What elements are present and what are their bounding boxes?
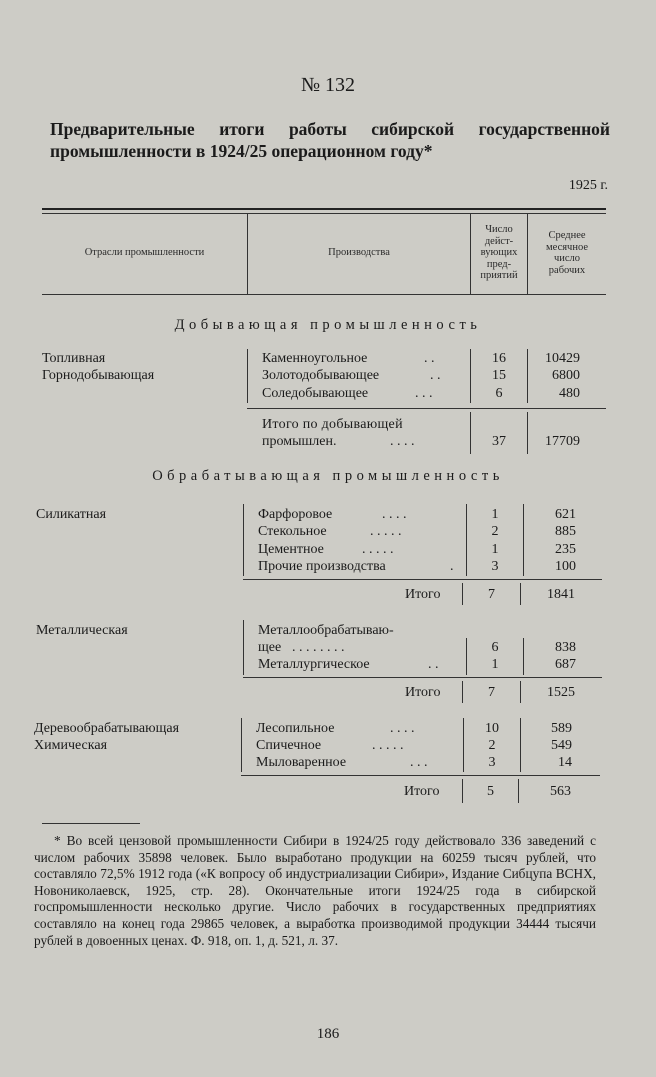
table-top-rule xyxy=(42,208,606,210)
header-productions: Производства xyxy=(328,247,390,258)
enterprises-value: 3 xyxy=(488,755,496,770)
leader-dots: . . . xyxy=(415,386,433,401)
total-label: Итого по добывающей xyxy=(262,417,403,432)
workers-value: 621 xyxy=(555,507,576,522)
leader-dots: . . . xyxy=(410,755,428,770)
enterprises-value: 2 xyxy=(488,738,496,753)
enterprises-value: 15 xyxy=(492,368,506,383)
leader-dots: . . xyxy=(424,351,435,366)
section-manufacturing: Обрабатывающая промышленность xyxy=(152,468,504,484)
total-label: Итого xyxy=(405,685,441,700)
subtotal-rule xyxy=(241,775,600,776)
col-divider xyxy=(243,620,244,675)
workers-value: 14 xyxy=(558,755,572,770)
workers-value: 235 xyxy=(555,542,576,557)
total-label: Итого xyxy=(405,587,441,602)
production-name: Цементное xyxy=(258,542,324,557)
production-name: Соледобывающее xyxy=(262,386,369,401)
leader-dots: . . . . . . . . xyxy=(292,640,345,655)
header-workers: Среднее месячное число рабочих xyxy=(546,230,588,276)
total-workers: 1841 xyxy=(547,587,575,602)
production-name: Лесопильное xyxy=(256,721,335,736)
enterprises-value: 6 xyxy=(491,640,499,655)
leader-dots: . xyxy=(450,559,454,574)
leader-dots: . . . . xyxy=(382,507,407,522)
branch-label: Деревообрабатывающая xyxy=(34,721,180,736)
document-year: 1925 г. xyxy=(568,178,608,193)
workers-value: 687 xyxy=(555,657,576,672)
header-bottom-rule xyxy=(42,294,606,295)
production-name: Мыловаренное xyxy=(256,755,347,770)
total-workers: 17709 xyxy=(545,434,580,449)
footnote-rule xyxy=(42,823,140,824)
branch-label: Химическая xyxy=(34,738,108,753)
header-branches: Отрасли промышленности xyxy=(84,247,205,258)
branch-label: Металлическая xyxy=(36,623,128,638)
total-label: промышлен. xyxy=(262,434,337,449)
page-number: 186 xyxy=(316,1026,340,1042)
workers-value: 480 xyxy=(559,386,580,401)
workers-value: 549 xyxy=(551,738,572,753)
col-divider xyxy=(247,349,248,403)
production-name: Каменноугольное xyxy=(262,351,368,366)
subtotal-rule xyxy=(243,579,602,580)
leader-dots: . . . . . xyxy=(370,524,402,539)
production-name: Прочие производства xyxy=(258,559,386,574)
leader-dots: . . . . xyxy=(390,721,415,736)
leader-dots: . . . . . xyxy=(372,738,404,753)
production-name: Спичечное xyxy=(256,738,322,753)
subtotal-rule xyxy=(247,408,606,409)
header-enterprises: Число дейст- вующих пред- приятий xyxy=(480,224,518,281)
workers-value: 10429 xyxy=(545,351,580,366)
workers-value: 100 xyxy=(555,559,576,574)
production-name: Стекольное xyxy=(258,524,327,539)
document-title: Предварительные итоги работы сибирской государственной промышленности в 1924/25 операционном году* xyxy=(50,119,610,161)
subtotal-rule xyxy=(243,677,602,678)
total-workers: 563 xyxy=(550,784,571,799)
enterprises-value: 1 xyxy=(491,657,499,672)
total-enterprises: 37 xyxy=(492,434,506,449)
production-name: Золотодобывающее xyxy=(262,368,380,383)
production-name: Металлообрабатываю- xyxy=(258,623,394,638)
workers-value: 885 xyxy=(555,524,576,539)
enterprises-value: 10 xyxy=(485,721,499,736)
workers-value: 589 xyxy=(551,721,572,736)
footnote-text: * Во всей цензовой промышленности Сибири в 1924/25 году действовало 336 заведений с числом рабочих 35898 человек. Было выработано продукции на 60259 тысяч рублей, что составляло 72,5% 1912 года («К вопросу об индустриализации Сибири», Издание Сибцупа ВСНХ, Новониколаевск, 1925, стр. 28). Окончательные итоги 1924/25 года в сибирской госпромышленности несколько другие. Число рабочих в государственных предприятиях составляло на конец года 29865 человек, а выработка производимой продукции 34444 тысячи рублей в довоенных ценах. Ф. 918, оп. 1, д. 521, л. 37. xyxy=(34,833,596,948)
leader-dots: . . xyxy=(428,657,439,672)
total-enterprises: 7 xyxy=(488,587,495,602)
enterprises-value: 1 xyxy=(491,542,499,557)
total-enterprises: 5 xyxy=(487,784,494,799)
section-mining: Добывающая промышленность xyxy=(174,317,482,333)
document-number: № 132 xyxy=(300,74,356,96)
enterprises-value: 2 xyxy=(491,524,499,539)
production-name: Фарфоровое xyxy=(258,507,333,522)
enterprises-value: 6 xyxy=(495,386,503,401)
branch-label: Горнодобывающая xyxy=(42,368,155,383)
enterprises-value: 3 xyxy=(491,559,499,574)
production-name: Металлургическое xyxy=(258,657,370,672)
total-enterprises: 7 xyxy=(488,685,495,700)
branch-label: Силикатная xyxy=(36,507,107,522)
branch-label: Топливная xyxy=(42,351,106,366)
leader-dots: . . . . xyxy=(390,434,415,449)
col-divider xyxy=(241,718,242,772)
leader-dots: . . . . . xyxy=(362,542,394,557)
table-top-rule-thin xyxy=(42,213,606,214)
workers-value: 6800 xyxy=(552,368,580,383)
enterprises-value: 16 xyxy=(492,351,506,366)
production-name: щее xyxy=(258,640,282,655)
total-workers: 1525 xyxy=(547,685,575,700)
leader-dots: . . xyxy=(430,368,441,383)
col-divider xyxy=(243,504,244,576)
workers-value: 838 xyxy=(555,640,576,655)
enterprises-value: 1 xyxy=(491,507,499,522)
total-label: Итого xyxy=(404,784,440,799)
